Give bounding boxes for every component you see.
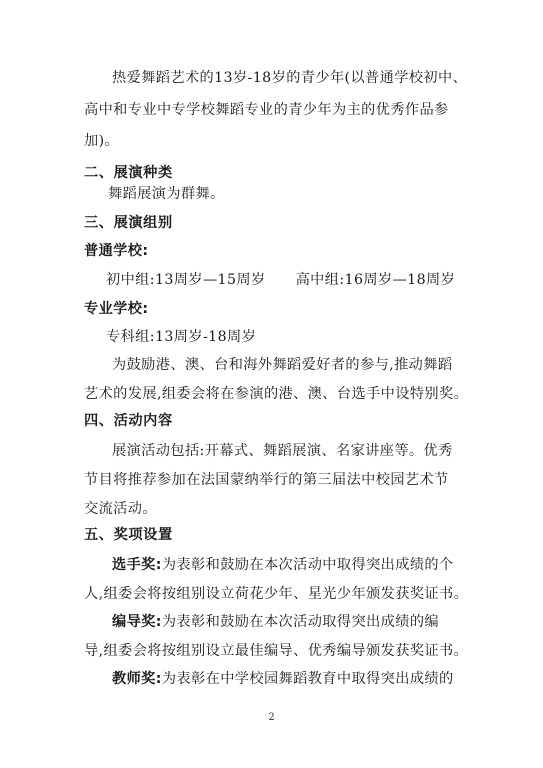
page-number: 2 xyxy=(268,712,275,723)
player-award-text: 为表彰和鼓励在本次活动中取得突出成绩的个 xyxy=(161,557,454,573)
senior-group: 高中组:16周岁—18周岁 xyxy=(295,272,456,288)
section-heading-groups: 三、展演组别 xyxy=(84,215,173,231)
teacher-award-line-1 xyxy=(112,669,454,689)
player-award-label: 选手奖: xyxy=(112,557,162,573)
section-heading-awards: 五、奖项设置 xyxy=(84,527,173,543)
content-line-2: 节目将推荐参加在法国蒙纳举行的第三届法中校园艺术节 xyxy=(84,472,449,488)
teacher-award-text: 为表彰在中学校园舞蹈教育中取得突出成绩的 xyxy=(161,671,454,687)
special-award-line-1: 为鼓励港、澳、台和海外舞蹈爱好者的参与,推动舞蹈 xyxy=(112,357,453,373)
intro-line-3: 加)。 xyxy=(84,133,120,149)
choreo-award-label: 编导奖: xyxy=(112,614,162,630)
teacher-award-label: 教师奖: xyxy=(112,671,162,687)
choreo-award-text: 为表彰和鼓励在本次活动取得突出成绩的编 xyxy=(161,614,440,630)
content-line-1: 展演活动包括:开幕式、舞蹈展演、名家讲座等。优秀 xyxy=(112,443,453,459)
choreo-award-line-1 xyxy=(112,612,439,632)
special-award-line-2: 艺术的发展,组委会将在参演的港、澳、台选手中设特别奖。 xyxy=(84,386,469,402)
section-heading-types: 二、展演种类 xyxy=(84,165,173,181)
intro-line-1: 热爱舞蹈艺术的13岁-18岁的青少年(以普通学校初中、 xyxy=(112,70,468,86)
section-types-text: 舞蹈展演为群舞。 xyxy=(108,186,225,202)
regular-school-groups xyxy=(106,270,455,290)
intro-line-2: 高中和专业中专学校舞蹈专业的青少年为主的优秀作品参 xyxy=(84,102,449,118)
regular-school-label: 普通学校: xyxy=(84,243,149,259)
content-line-3: 交流活动。 xyxy=(84,501,157,517)
professional-school-label: 专业学校: xyxy=(84,301,149,317)
junior-group: 初中组:13周岁—15周岁 xyxy=(106,272,266,288)
professional-group: 专科组:13周岁-18周岁 xyxy=(106,329,257,345)
player-award-line-1 xyxy=(112,555,454,575)
choreo-award-line-2: 导,组委会将按组别设立最佳编导、优秀编导颁发获奖证书。 xyxy=(84,643,469,659)
section-heading-content: 四、活动内容 xyxy=(84,413,173,429)
player-award-line-2: 人,组委会将按组别设立荷花少年、星光少年颁发获奖证书。 xyxy=(84,586,469,602)
